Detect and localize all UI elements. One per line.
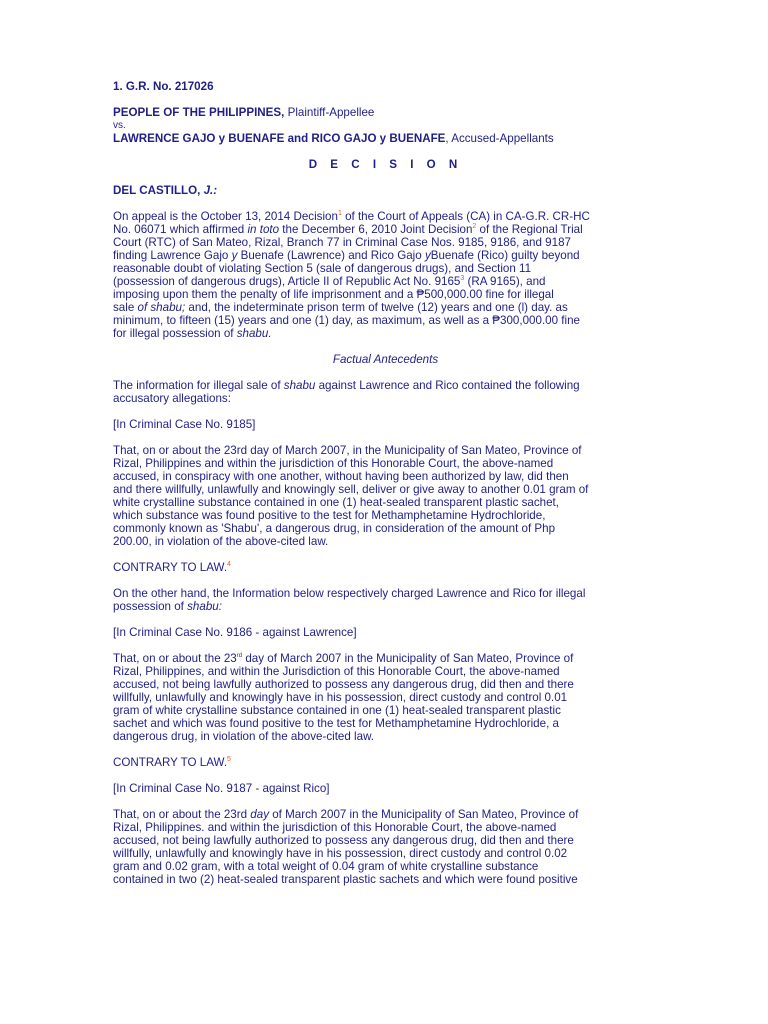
document-body: [113, 80, 658, 886]
footnote-link-5[interactable]: 5: [227, 756, 231, 764]
paragraph-italic: shabu.: [236, 327, 272, 340]
paragraph-italic: y: [424, 249, 431, 262]
paragraph-italic: shabu:: [187, 600, 222, 613]
case-text-9185: That, on or about the 23rd day of March 2007, in the Municipality of San Mateo, Province of Rizal, Philippines and within the jurisdiction of this Honorable Court, the above-named accused, in conspiracy with one another, without having been authorized by law, did then and there willfully, unlawfully and knowingly sell, deliver or give away to another 0.01 gram of white crystalline substance contained in one (1) heat-sealed transparent plastic sachet, which substance was found positive to the test for Methamphetamine Hydrochloride, commonly known as 'Shabu', a dangerous drug, in consideration of the amount of Php 200.00, in violation of the above-cited law.: [113, 444, 589, 548]
paragraph-text: of the Court of Appeals (CA) in CA-G.R. CR-HC No. 06071 which affirmed: [113, 210, 590, 236]
ordinal-superscript: rd: [236, 653, 243, 660]
case-text-9186: [113, 652, 658, 743]
accused-names: LAWRENCE GAJO y BUENAFE and RICO GAJO y BUENAFE: [113, 132, 446, 145]
paragraph-text: That, on or about the 23: [113, 652, 237, 665]
plaintiff-name: PEOPLE OF THE PHILIPPINES,: [113, 106, 285, 119]
parties-accused-line: [113, 132, 658, 145]
paragraph-text: of March 2007 in the Municipality of San Mateo, Province of Rizal, Philippines. and within the jurisdiction of this Honorable Court, the above-named accused, not being lawfully authorized to possess any dangerous drug, did then and there willfully, unlawfully and knowingly have in his possession, direct custody and control 0.02 gram and 0.02 gram, with a total weight of 0.04 gram of white crystalline substance contained in two (2) heat-sealed transparent plastic sachets and which were found positive: [113, 808, 579, 886]
footnote-link-4[interactable]: 4: [227, 561, 231, 569]
footnote-link-2[interactable]: 2: [472, 223, 477, 231]
case-header: 1. G.R. No. 217026: [113, 80, 214, 93]
parties-plaintiff-line: [113, 106, 658, 119]
paragraph-text: (RA 9165), and imposing upon them the penalty of life imprisonment and a ₱500,000.00 fine for illegal sale: [113, 275, 554, 314]
paragraph-text: the December 6, 2010 Joint Decision: [279, 223, 473, 236]
plaintiff-role: Plaintiff-Appellee: [284, 106, 375, 119]
paragraph-text: That, on or about the 23rd: [113, 808, 251, 821]
contrary-to-law-1: [113, 561, 658, 574]
paragraph-italic: shabu: [283, 379, 316, 392]
case-text-9187: [113, 808, 658, 886]
paragraph-possession: [113, 587, 658, 613]
paragraph-text: Buenafe (Rico) guilty beyond reasonable doubt of violating Section 5 (sale of dangerous drugs), and Section 11 (possession of dangerous drugs), Article II of Republic Act No. 9165: [113, 249, 580, 288]
paragraph-italic: of shabu;: [137, 301, 186, 314]
footnote-link-1[interactable]: 1: [337, 210, 342, 218]
contrary-text: CONTRARY TO LAW.: [113, 756, 228, 769]
versus-text: vs.: [113, 120, 126, 131]
case-label-9186: [In Criminal Case No. 9186 - against Lawrence]: [113, 626, 357, 639]
paragraph-text: Buenafe (Lawrence) and Rico Gajo: [237, 249, 425, 262]
accused-role: , Accused-Appellants: [445, 132, 554, 145]
paragraph-appeal: [113, 210, 658, 340]
contrary-to-law-2: [113, 756, 658, 769]
ponente: [113, 184, 658, 197]
paragraph-italic: day: [250, 808, 269, 821]
paragraph-text: On the other hand, the Information below respectively charged Lawrence and Rico for illegal possession of: [113, 587, 586, 613]
paragraph-text: On appeal is the October 13, 2014 Decision: [113, 210, 338, 223]
paragraph-italic: y: [231, 249, 238, 262]
paragraph-text: day of March 2007 in the Municipality of San Mateo, Province of Rizal, Philippines, and within the Jurisdiction of this Honorable Court, the above-named accused, not being lawfully authorized to possess any dangerous drug, did then and there willfully, unlawfully and knowingly have in his possession, direct custody and control 0.01 gram of white crystalline substance contained in one (1) heat-sealed transparent plastic sachet and which was found positive to the test for Methamphetamine Hydrochloride, a dangerous drug, in violation of the above-cited law.: [113, 652, 574, 743]
section-heading: Factual Antecedents: [332, 353, 439, 366]
paragraph-text: against Lawrence and Rico contained the following accusatory allegations:: [113, 379, 580, 405]
case-label-9185: [In Criminal Case No. 9185]: [113, 418, 256, 431]
paragraph-text: of the Regional Trial Court (RTC) of San Mateo, Rizal, Branch 77 in Criminal Case Nos. 9185, 9186, and 9187 finding Lawrence Gajo: [113, 223, 583, 262]
case-label-9187: [In Criminal Case No. 9187 - against Rico]: [113, 782, 330, 795]
footnote-link-3[interactable]: 3: [460, 275, 465, 283]
contrary-text: CONTRARY TO LAW.: [113, 561, 228, 574]
paragraph-italic: in toto: [247, 223, 280, 236]
paragraph-text: The information for illegal sale of: [113, 379, 284, 392]
paragraph-information: [113, 379, 658, 405]
decision-title: D E C I S I O N: [308, 158, 463, 171]
paragraph-text: and, the indeterminate prison term of twelve (12) years and one (l) day. as minimum, to fifteen (15) years and one (1) day, as maximum, as well as a ₱300,000.00 fine for illegal possession of: [113, 301, 580, 340]
ponente-name: DEL CASTILLO,: [113, 184, 204, 197]
ponente-title: J.:: [203, 184, 218, 197]
